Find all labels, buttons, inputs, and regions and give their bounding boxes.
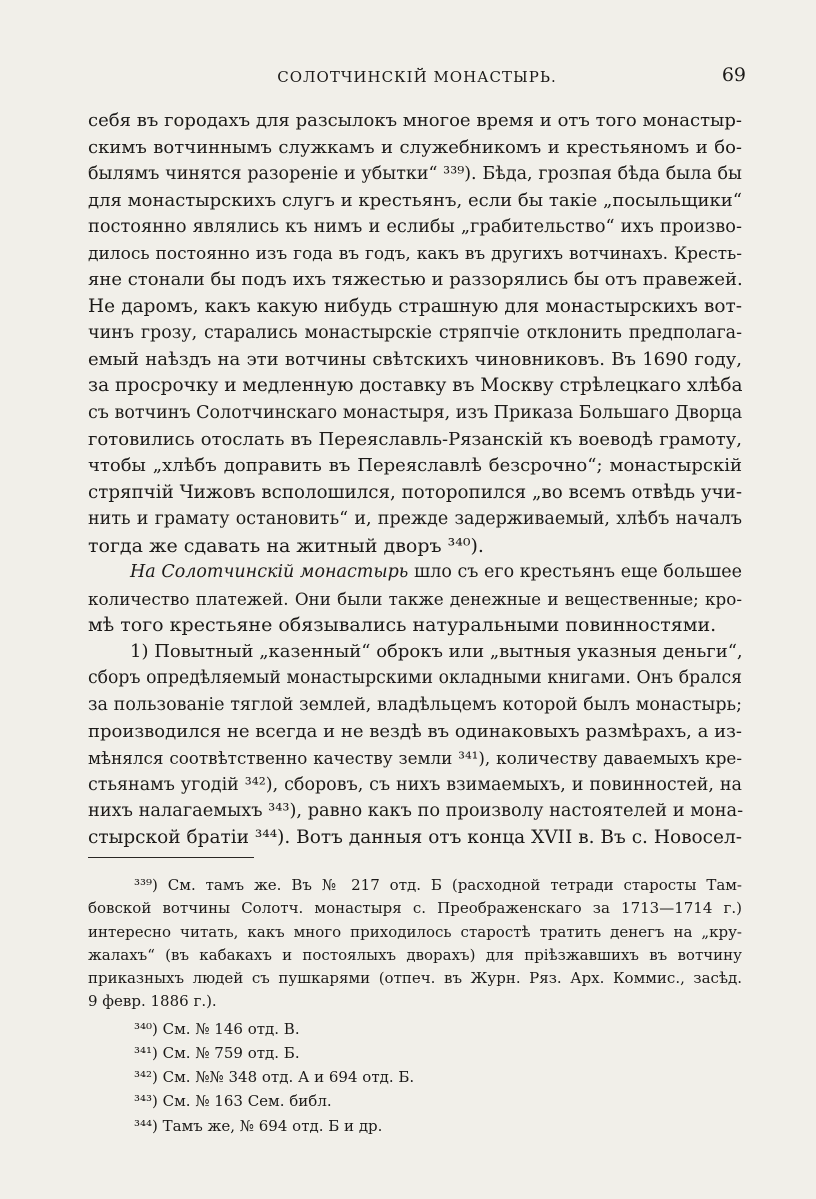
footnote-343: ³⁴³) См. № 163 Сем. библ. [134,1092,332,1111]
text-line: дилось постоянно изъ года въ годъ, какъ въ другихъ вотчинахъ. Кресть- [88,243,742,264]
text-line: тогда же сдавать на житный дворъ ³⁴⁰). [88,534,484,557]
text-line: стьянамъ угодій ³⁴²), сборовъ, съ нихъ взимаемыхъ, и повинностей, на [88,774,742,795]
footnote-line: приказныхъ людей съ пушкарями (отпеч. въ Журн. Ряз. Арх. Коммис., засѣд. [88,969,742,988]
text-line: мѣнялся соотвѣтственно качеству земли ³⁴¹), количеству даваемыхъ кре- [88,748,742,769]
main-text [88,108,742,851]
text-line: яне стонали бы подъ ихъ тяжестью и раззорялись бы отъ правежей. [88,269,743,291]
footnote-340: ³⁴⁰) См. № 146 отд. В. [134,1019,300,1038]
text-line: для монастырскихъ слугъ и крестьянъ, если бы такіе „посыльщики“ [88,189,742,211]
text-line: количество платежей. Они были также денежные и вещественные; кро- [88,588,742,609]
text-line: скимъ вотчиннымъ служкамъ и служебникомъ и крестьяномъ и бо- [88,136,742,158]
footnote-341: ³⁴¹) См. № 759 отд. Б. [134,1043,300,1062]
text-line: за пользованіе тяглой землей, владѣльцемъ которой былъ монастырь; [88,695,742,716]
footnotes [88,874,742,1138]
text-line: себя въ городахъ для разсылокъ многое время и отъ того монастыр- [88,110,742,131]
italic-lead: На Солотчинскій монастырь [130,562,409,583]
footnote-line: интересно читать, какъ много приходилось старостѣ тратить денегъ на „кру- [88,922,742,941]
footnote-342: ³⁴²) См. №№ 348 отд. А и 694 отд. Б. [134,1068,415,1087]
footnote-line: жалахъ“ (въ кабакахъ и постоялыхъ дворахъ) для пріѣзжавшихъ въ вотчину [88,945,742,964]
text-line: за просрочку и медленную доставку въ Москву стрѣлецкаго хлѣба [88,375,743,397]
lead-rest: шло съ его крестьянъ еще большее [408,562,742,583]
text-line: былямъ чинятся разореніе и убытки“ ³³⁹). Бѣда, грозпая бѣда была бы [88,164,742,185]
text-line: готовились отослать въ Переяславль-Рязанскій къ воеводѣ грамоту, [88,428,742,450]
footnote-344: ³⁴⁴) Тамъ же, № 694 отд. Б и др. [134,1116,383,1135]
text-line: чинъ грозу, старались монастырскіе стряпчіе отклонить предполага- [88,323,742,344]
text-line: емый наѣздъ на эти вотчины свѣтскихъ чиновниковъ. Въ 1690 году, [88,348,742,370]
footnote-line: 9 февр. 1886 г.). [88,992,217,1011]
footnote-line: ³³⁹) См. тамъ же. Въ № 217 отд. Б (расходной тетради старосты Там- [134,876,742,894]
footnote-separator [88,857,254,858]
text-line: сборъ опредѣляемый монастырскими окладными книгами. Онъ брался [88,668,742,689]
text-line: съ вотчинъ Солотчинскаго монастыря, изъ Приказа Большаго Дворца [88,403,743,424]
running-title: СОЛОТЧИНСКІЙ МОНАСТЫРЬ. [277,68,557,86]
text-line: Не даромъ, какъ какую нибудь страшную для монастырскихъ вот- [88,295,742,317]
text-line: нихъ налагаемыхъ ³⁴³), равно какъ по произволу настоятелей и мона- [88,801,744,822]
page-number: 69 [721,64,746,86]
page-header [88,64,746,88]
text-line: производился не всегда и не вездѣ въ одинаковыхъ размѣрахъ, а из- [88,720,742,742]
paragraph-lead-line [88,559,742,586]
text-line: стряпчій Чижовъ всполошился, поторопился „во всемъ отвѣдь учи- [88,481,742,503]
text-line: стырской братіи ³⁴⁴). Вотъ данныя отъ конца XVII в. Въ с. Новосел- [88,826,742,848]
text-line: мѣ того крестьяне обязывались натуральными повинностями. [88,614,717,637]
text-line: нить и грамату остановить“ и, прежде задерживаемый, хлѣбъ началъ [88,509,742,530]
text-line: 1) Повытный „казенный“ оброкъ или „вытныя указныя деньги“, [130,640,743,662]
text-line: постоянно являлись къ нимъ и еслибы „грабительство“ ихъ произво- [88,217,742,238]
footnote-line: бовской вотчины Солотч. монастыря с. Преображенскаго за 1713—1714 г.) [88,899,742,918]
text-line: чтобы „хлѣбъ доправить въ Переяславлѣ безсрочно“; монастырскій [88,455,742,477]
